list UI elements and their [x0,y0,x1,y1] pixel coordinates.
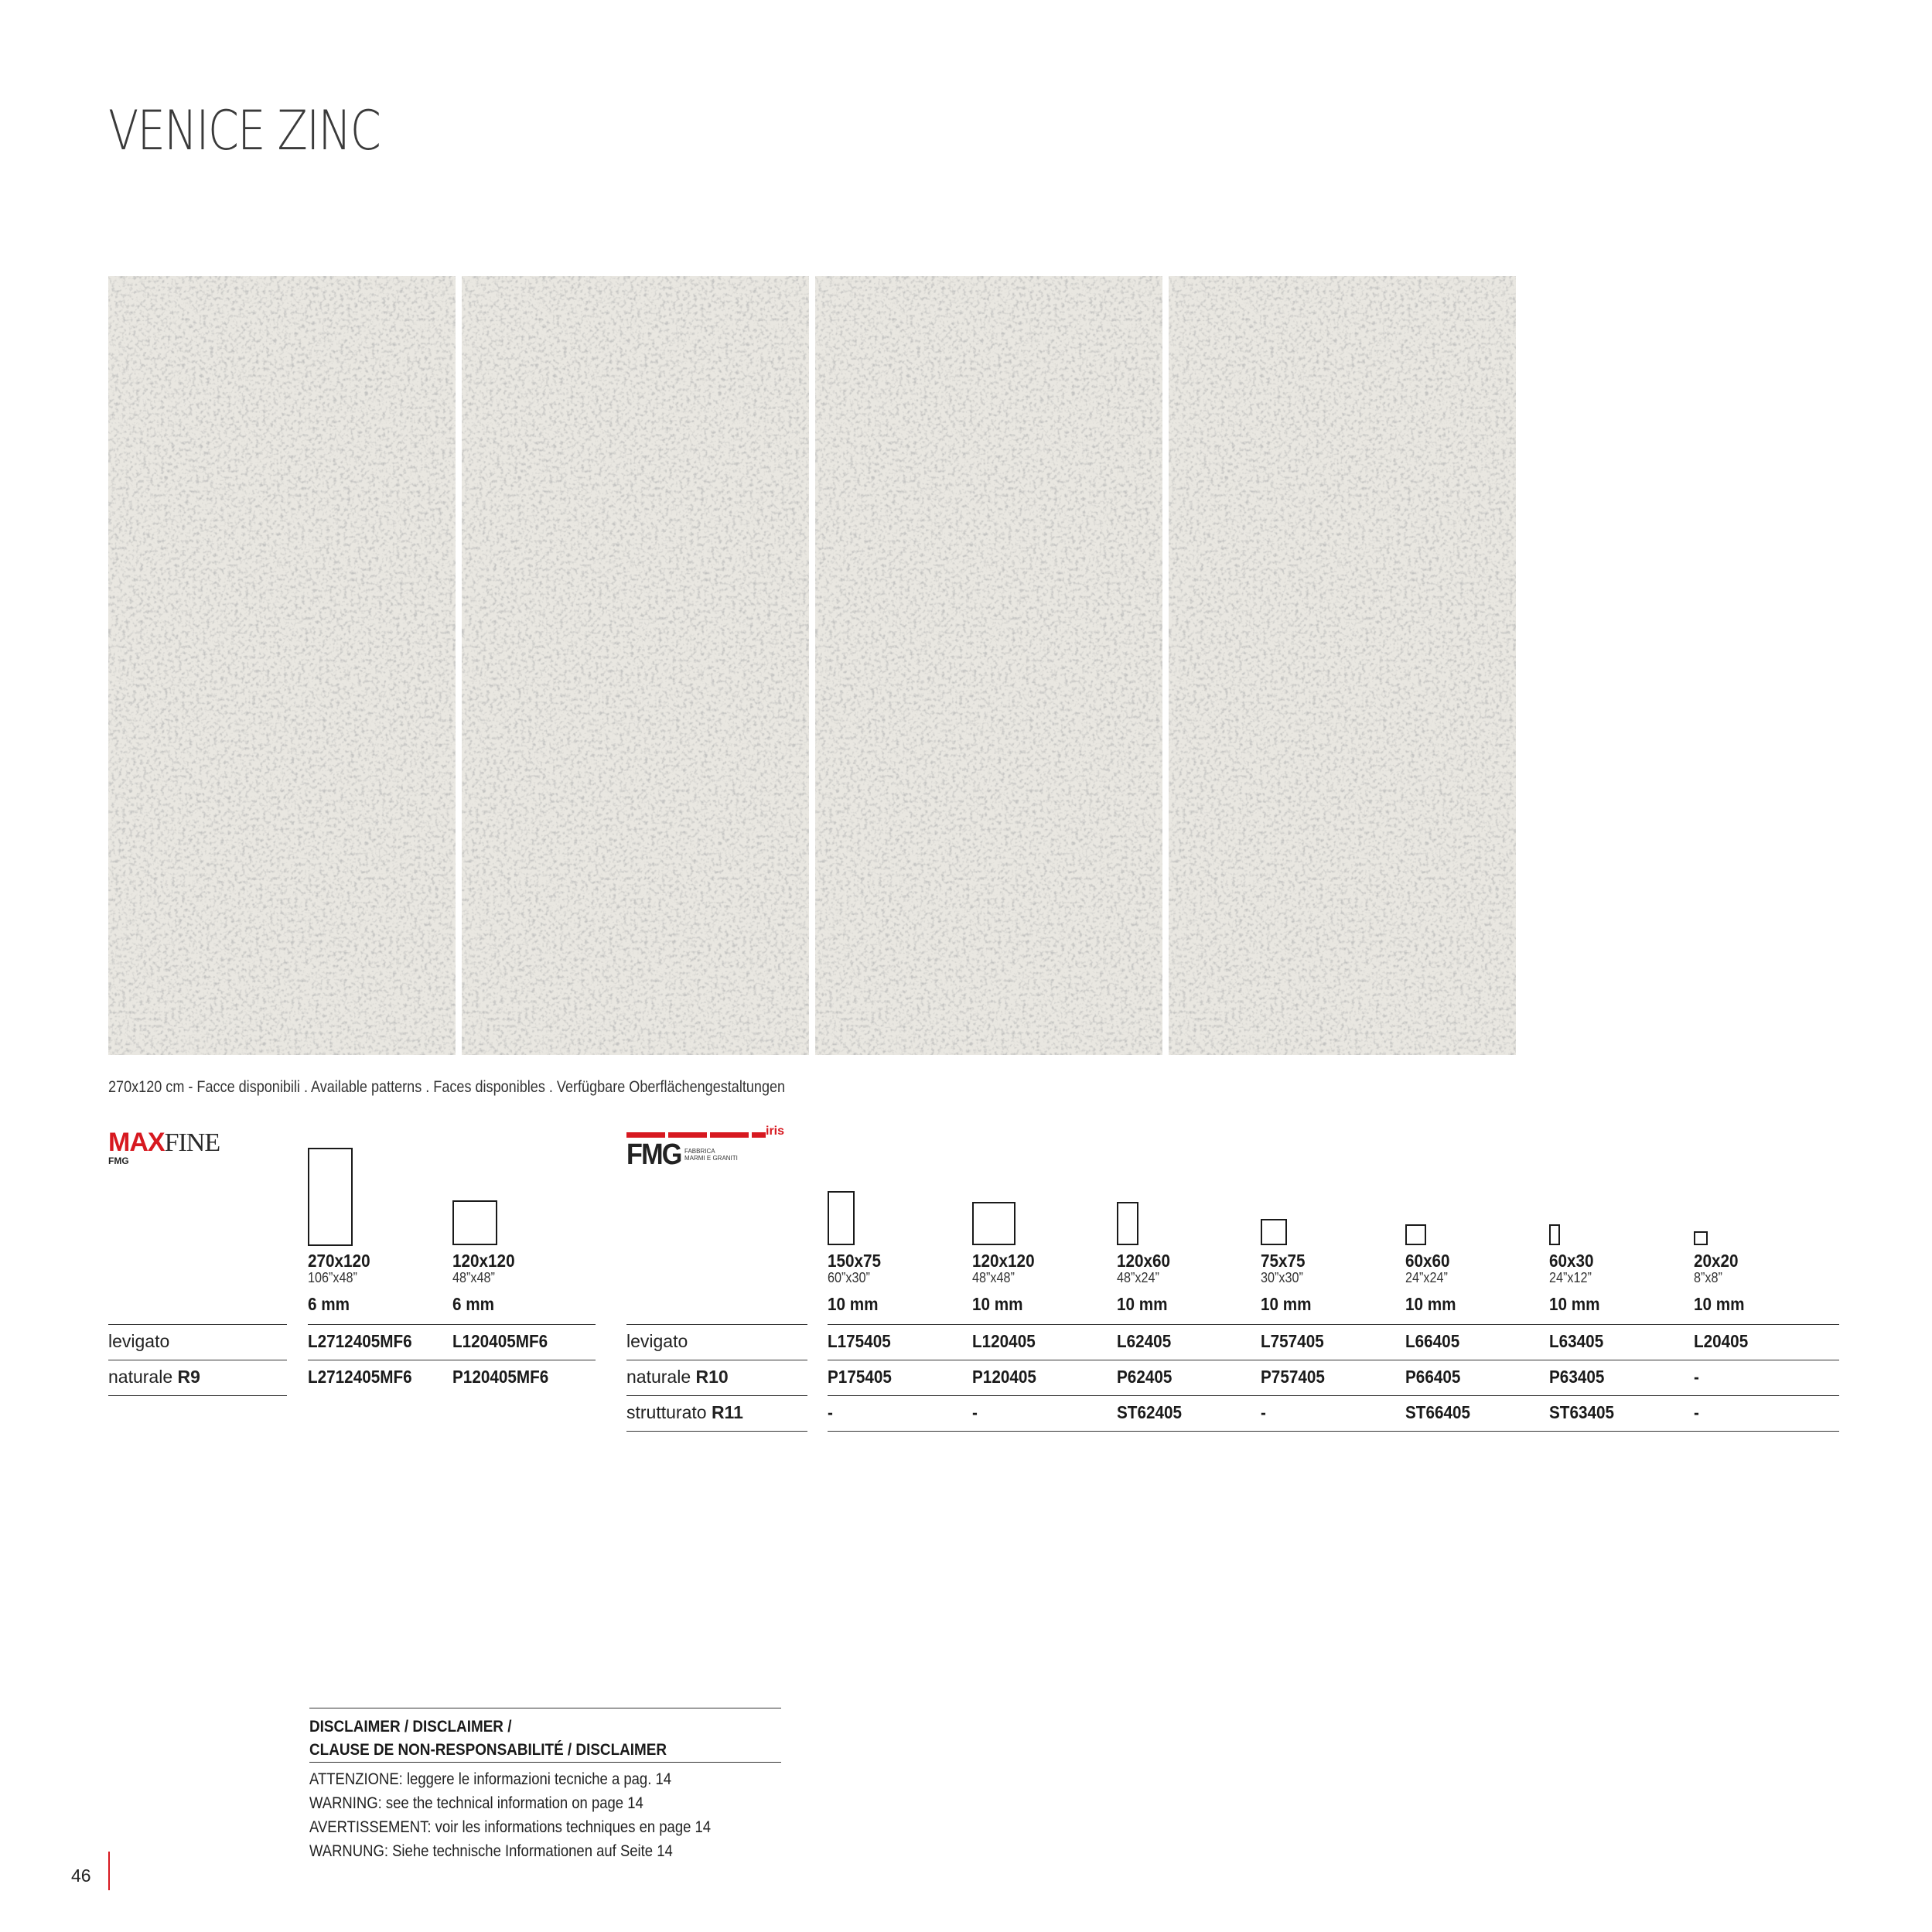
divider [626,1324,807,1325]
product-code: - [828,1402,833,1422]
row-label-levigato: levigato [626,1331,688,1351]
slab-image-4 [1169,276,1516,1055]
format-inch: 60”x30” [828,1270,870,1285]
format-inch: 48”x48” [452,1270,495,1285]
format-shape-270x120 [308,1148,353,1246]
product-code: - [1694,1402,1699,1422]
maxfine-logo-max: MAX [108,1128,165,1157]
product-code: P120405MF6 [452,1367,549,1387]
disclaimer-text: ATTENZIONE: leggere le informazioni tecniche a pag. 14 WARNING: see the technical information on page 14 AVERTISSEMENT: voir les informations techniques en page 14 WARNUNG: Siehe technische Informationen auf Seite 14 [309,1770,712,1860]
product-code: ST63405 [1549,1402,1615,1422]
slab-image-2 [462,276,809,1055]
patterns-caption: 270x120 cm - Facce disponibili . Available patterns . Faces disponibles . Verfügbare Oberflächengestaltungen [108,1078,786,1096]
slab-image-3 [815,276,1162,1055]
format-shape-60x60 [1405,1224,1426,1245]
format-thickness: 10 mm [1405,1294,1456,1314]
format-size: 120x120 [972,1251,1035,1271]
format-shape-120x120 [452,1200,497,1245]
format-thickness: 10 mm [828,1294,879,1314]
fmg-logo-bars [626,1132,766,1138]
divider [108,1395,287,1396]
page-title: VENICE ZINC [108,99,381,162]
format-shape-20x20 [1694,1231,1708,1245]
product-code: L120405MF6 [452,1331,548,1351]
format-size: 75x75 [1261,1251,1306,1271]
format-inch: 24”x24” [1405,1270,1448,1285]
format-size: 60x30 [1549,1251,1594,1271]
divider [626,1395,807,1396]
divider [828,1431,1839,1432]
product-code: P175405 [828,1367,892,1387]
maxfine-logo-sub: FMG [108,1155,129,1166]
product-code: L2712405MF6 [308,1331,412,1351]
product-code: ST62405 [1117,1402,1183,1422]
format-thickness: 10 mm [1694,1294,1745,1314]
format-inch: 48”x24” [1117,1270,1159,1285]
format-inch: 106”x48” [308,1270,357,1285]
format-shape-60x30 [1549,1224,1560,1245]
fmg-logo [626,1125,785,1171]
product-code: - [1694,1367,1699,1387]
product-code: L757405 [1261,1331,1324,1351]
format-shape-75x75 [1261,1219,1287,1245]
product-code: P120405 [972,1367,1036,1387]
product-code: L175405 [828,1331,891,1351]
page-number-accent-line [108,1852,110,1890]
format-thickness: 10 mm [1549,1294,1600,1314]
format-inch: 24”x12” [1549,1270,1592,1285]
divider [309,1762,781,1763]
format-size: 270x120 [308,1251,370,1271]
page-number: 46 [71,1865,91,1886]
slab-image-1 [108,276,456,1055]
format-inch: 8”x8” [1694,1270,1722,1285]
product-code: L62405 [1117,1331,1172,1351]
format-shape-150x75 [828,1191,855,1245]
format-size: 60x60 [1405,1251,1450,1271]
product-code: P757405 [1261,1367,1325,1387]
fmg-logo-iris: iris [766,1125,785,1138]
product-code: L20405 [1694,1331,1749,1351]
format-shape-120x60 [1117,1202,1138,1245]
product-code: P63405 [1549,1367,1605,1387]
format-thickness: 10 mm [1261,1294,1312,1314]
divider [828,1324,1839,1325]
format-thickness: 6 mm [452,1294,495,1314]
divider [308,1324,596,1325]
fmg-logo-text: FMG [626,1138,681,1171]
format-inch: 30”x30” [1261,1270,1303,1285]
product-code: L63405 [1549,1331,1604,1351]
product-code: L66405 [1405,1331,1460,1351]
row-label-levigato: levigato [108,1331,170,1351]
row-label-strutturato: strutturato R11 [626,1402,743,1422]
format-size: 120x60 [1117,1251,1171,1271]
format-thickness: 10 mm [1117,1294,1168,1314]
row-label-naturale: naturale R9 [108,1367,200,1387]
format-thickness: 6 mm [308,1294,350,1314]
format-thickness: 10 mm [972,1294,1023,1314]
format-size: 150x75 [828,1251,882,1271]
format-inch: 48”x48” [972,1270,1015,1285]
divider [626,1431,807,1432]
fmg-logo-sub: FABBRICA MARMI E GRANITI [684,1148,738,1162]
format-size: 20x20 [1694,1251,1739,1271]
divider [108,1324,287,1325]
product-code: P66405 [1405,1367,1461,1387]
disclaimer-title: DISCLAIMER / DISCLAIMER / CLAUSE DE NON-RESPONSABILITÉ / DISCLAIMER [309,1718,667,1759]
row-label-naturale: naturale R10 [626,1367,729,1387]
product-code: - [972,1402,978,1422]
divider [828,1395,1839,1396]
product-code: ST66405 [1405,1402,1471,1422]
product-code: P62405 [1117,1367,1173,1387]
product-code: L2712405MF6 [308,1367,412,1387]
product-code: L120405 [972,1331,1036,1351]
product-code: - [1261,1402,1266,1422]
maxfine-logo-fine: FINE [164,1128,220,1157]
format-shape-120x120 [972,1202,1015,1245]
format-size: 120x120 [452,1251,515,1271]
maxfine-logo [108,1128,220,1166]
